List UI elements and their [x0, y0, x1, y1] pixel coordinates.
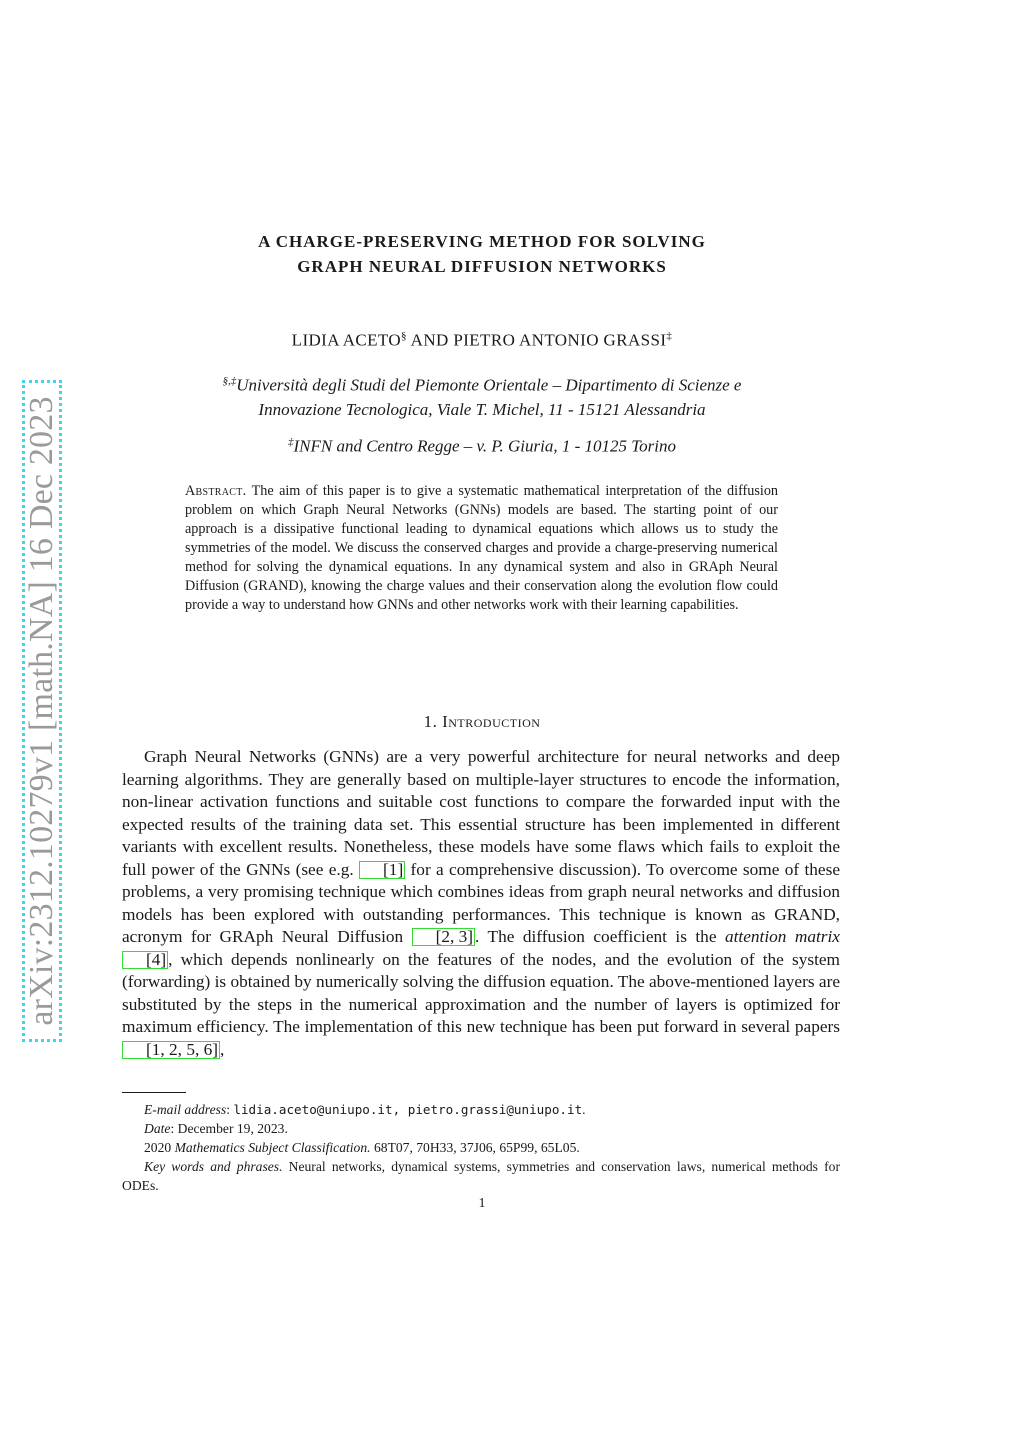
author-mark-2: ‡ — [666, 330, 673, 342]
affiliation-2-text: INFN and Centro Regge – v. P. Giuria, 1 - 10125 Torino — [293, 436, 676, 456]
abstract-text: The aim of this paper is to give a systematic mathematical interpretation of the diffusion problem on which Graph Neural Networks (GNNs) models are based. The starting point of our approach is a dissipative functional leading to dynamical equations which allows us to study the symmetries of the model. We discuss the conserved charges and provide a charge-preserving numerical method for solving the dynamical equations. In any dynamical system and also in GRAph Neural Diffusion (GRAND), knowing the charge values and their conservation along the evolution flow could provide a way to understand how GNNs and other networks work with their learning capabilities. — [185, 483, 779, 613]
abstract — [185, 482, 778, 615]
intro-text-3: . The diffusion coefficient is the — [475, 927, 725, 946]
section-heading-introduction — [130, 712, 834, 732]
abstract-label: Abstract. — [185, 483, 247, 499]
citation-link-1-2-5-6[interactable]: [1, 2, 5, 6] — [122, 1041, 220, 1059]
msc-label: Mathematics Subject Classification. — [174, 1140, 371, 1155]
citation-link-1[interactable]: [1] — [359, 861, 405, 879]
page-number: 1 — [478, 1196, 486, 1211]
section-title: Introduction — [442, 712, 541, 731]
title-line-1: A CHARGE-PRESERVING METHOD FOR SOLVING — [258, 232, 706, 251]
arxiv-identifier-text: arXiv:2312.10279v1 [math.NA] 16 Dec 2023 — [23, 396, 60, 1026]
intro-text-1: Graph Neural Networks (GNNs) are a very powerful architecture for neural networks and deep learning algorithms. They are generally based on multiple-layer structures to encode the information, non-linear activation functions and suitable cost functions to compare the forwarded input with the expected results of the training data set. This essential structure has been implemented in different variants with excellent results. Nonetheless, these models have some flaws which fails to exploit the full power of the GNNs (see e.g. — [122, 747, 840, 879]
affiliation-1 — [130, 369, 834, 422]
citation-link-4[interactable]: [4] — [122, 951, 168, 969]
date-value: December 19, 2023. — [177, 1121, 288, 1136]
keywords-label: Key words and phrases. — [144, 1159, 283, 1174]
title-line-2: GRAPH NEURAL DIFFUSION NETWORKS — [297, 257, 667, 276]
intro-text-2: for a comprehensive discussion). To overcome some of these problems, a very promising technique which combines ideas from graph neural networks and diffusion models has been explored with outstanding performances. This technique is known as GRAND, acronym for GRAph Neural Diffusion — [122, 859, 840, 946]
citation-link-2-3[interactable]: [2, 3] — [412, 928, 475, 946]
affiliation-1-line-2: Innovazione Tecnologica, Viale T. Michel, 11 - 15121 Alessandria — [258, 399, 706, 419]
footnotes — [122, 1100, 840, 1195]
author-mark-1: § — [401, 330, 407, 342]
keywords-value: Neural networks, dynamical systems, symmetries and conservation laws, numerical methods for ODEs. — [122, 1159, 840, 1193]
introduction-paragraph — [122, 746, 840, 1061]
email-label: E-mail address — [144, 1102, 227, 1117]
author-list — [130, 330, 834, 351]
msc-year: 2020 — [144, 1140, 172, 1155]
footnote-divider — [122, 1092, 186, 1093]
affiliation-2 — [130, 430, 834, 459]
footnote-date: Date: December 19, 2023. — [144, 1121, 288, 1136]
intro-text-4: , which depends nonlinearly on the features of the nodes, and the evolution of the system (forwarding) is obtained by numerically solving the diffusion equation. The above-mentioned layers are substituted by the steps in the numerical approximation and the number of layers is optimized for maximum efficiency. The implementation of this new technique has been put forward in several papers — [122, 949, 840, 1036]
affiliation-1-line-1: Università degli Studi del Piemonte Orientale – Dipartimento di Scienze e — [236, 375, 742, 395]
intro-emphasis-attention-matrix: attention matrix — [724, 927, 840, 946]
footnote-email: E-mail address: lidia.aceto@uniupo.it, pietro.grassi@uniupo.it. — [144, 1102, 586, 1117]
date-label: Date — [144, 1121, 171, 1136]
author-name-1: LIDIA ACETO — [291, 330, 402, 350]
email-addresses[interactable]: lidia.aceto@uniupo.it, pietro.grassi@uniupo.it — [233, 1102, 583, 1117]
msc-codes: 68T07, 70H33, 37J06, 65P99, 65L05. — [373, 1140, 580, 1155]
intro-text-5: , — [220, 1039, 225, 1059]
footnote-msc — [122, 1138, 840, 1157]
paper-title — [130, 229, 834, 279]
affiliation-2-mark: ‡ — [288, 436, 294, 448]
footnote-keywords — [122, 1157, 840, 1195]
author-name-2: PIETRO ANTONIO GRASSI — [453, 330, 667, 350]
arxiv-identifier-stamp — [22, 380, 62, 1042]
section-number: 1. — [423, 712, 438, 731]
author-connector: AND — [406, 330, 454, 350]
affiliation-1-marks: §,‡ — [222, 375, 237, 387]
